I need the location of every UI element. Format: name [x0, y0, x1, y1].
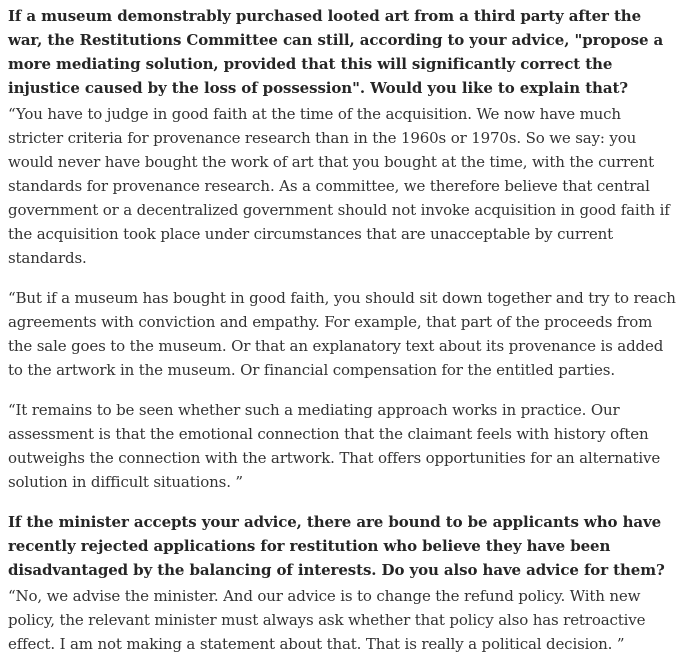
question-rejected-applicants: If the minister accepts your advice, there are bound to be applicants who have recently rejected applications for restitution who believe they have been disadvantaged by the balancing of interests. Do you also have advice for them?: [8, 513, 665, 579]
question-mediating-solution: If a museum demonstrably purchased looted art from a third party after the war, the Restitutions Committee can still, according to your advice, "propose a more mediating solution, provided that this will significantly correct the injustice caused by the loss of possession". Would you like to explain that?: [8, 7, 664, 97]
answer-political-decision: “No, we advise the minister. And our advice is to change the refund policy. With new policy, the relevant minister must always ask whether that policy also has retroactive effect. I am not making a statement about that. That is really a political decision. ”: [8, 587, 646, 653]
answer-good-faith: “You have to judge in good faith at the time of the acquisition. We now have much stricter criteria for provenance research than in the 1960s or 1970s. So we say: you would never have bought the work of art that you bought at the time, with the current standards for provenance research. As a committee, we therefore believe that central government or a decentralized government should not invoke acquisition in good faith if the acquisition took place under circumstances that are unacceptable by current standards.: [8, 105, 670, 267]
answer-mediating-approach: “It remains to be seen whether such a mediating approach works in practice. Our assessment is that the emotional connection that the claimant feels with history often outweighs the connection with the artwork. That offers opportunities for an alternative solution in difficult situations. ”: [8, 401, 661, 491]
interview-article: [8, 4, 680, 656]
answer-agreements: “But if a museum has bought in good faith, you should sit down together and try to reach agreements with conviction and empathy. For example, that part of the proceeds from the sale goes to the museum. Or that an explanatory text about its provenance is added to the artwork in the museum. Or financial compensation for the entitled parties.: [8, 289, 676, 379]
